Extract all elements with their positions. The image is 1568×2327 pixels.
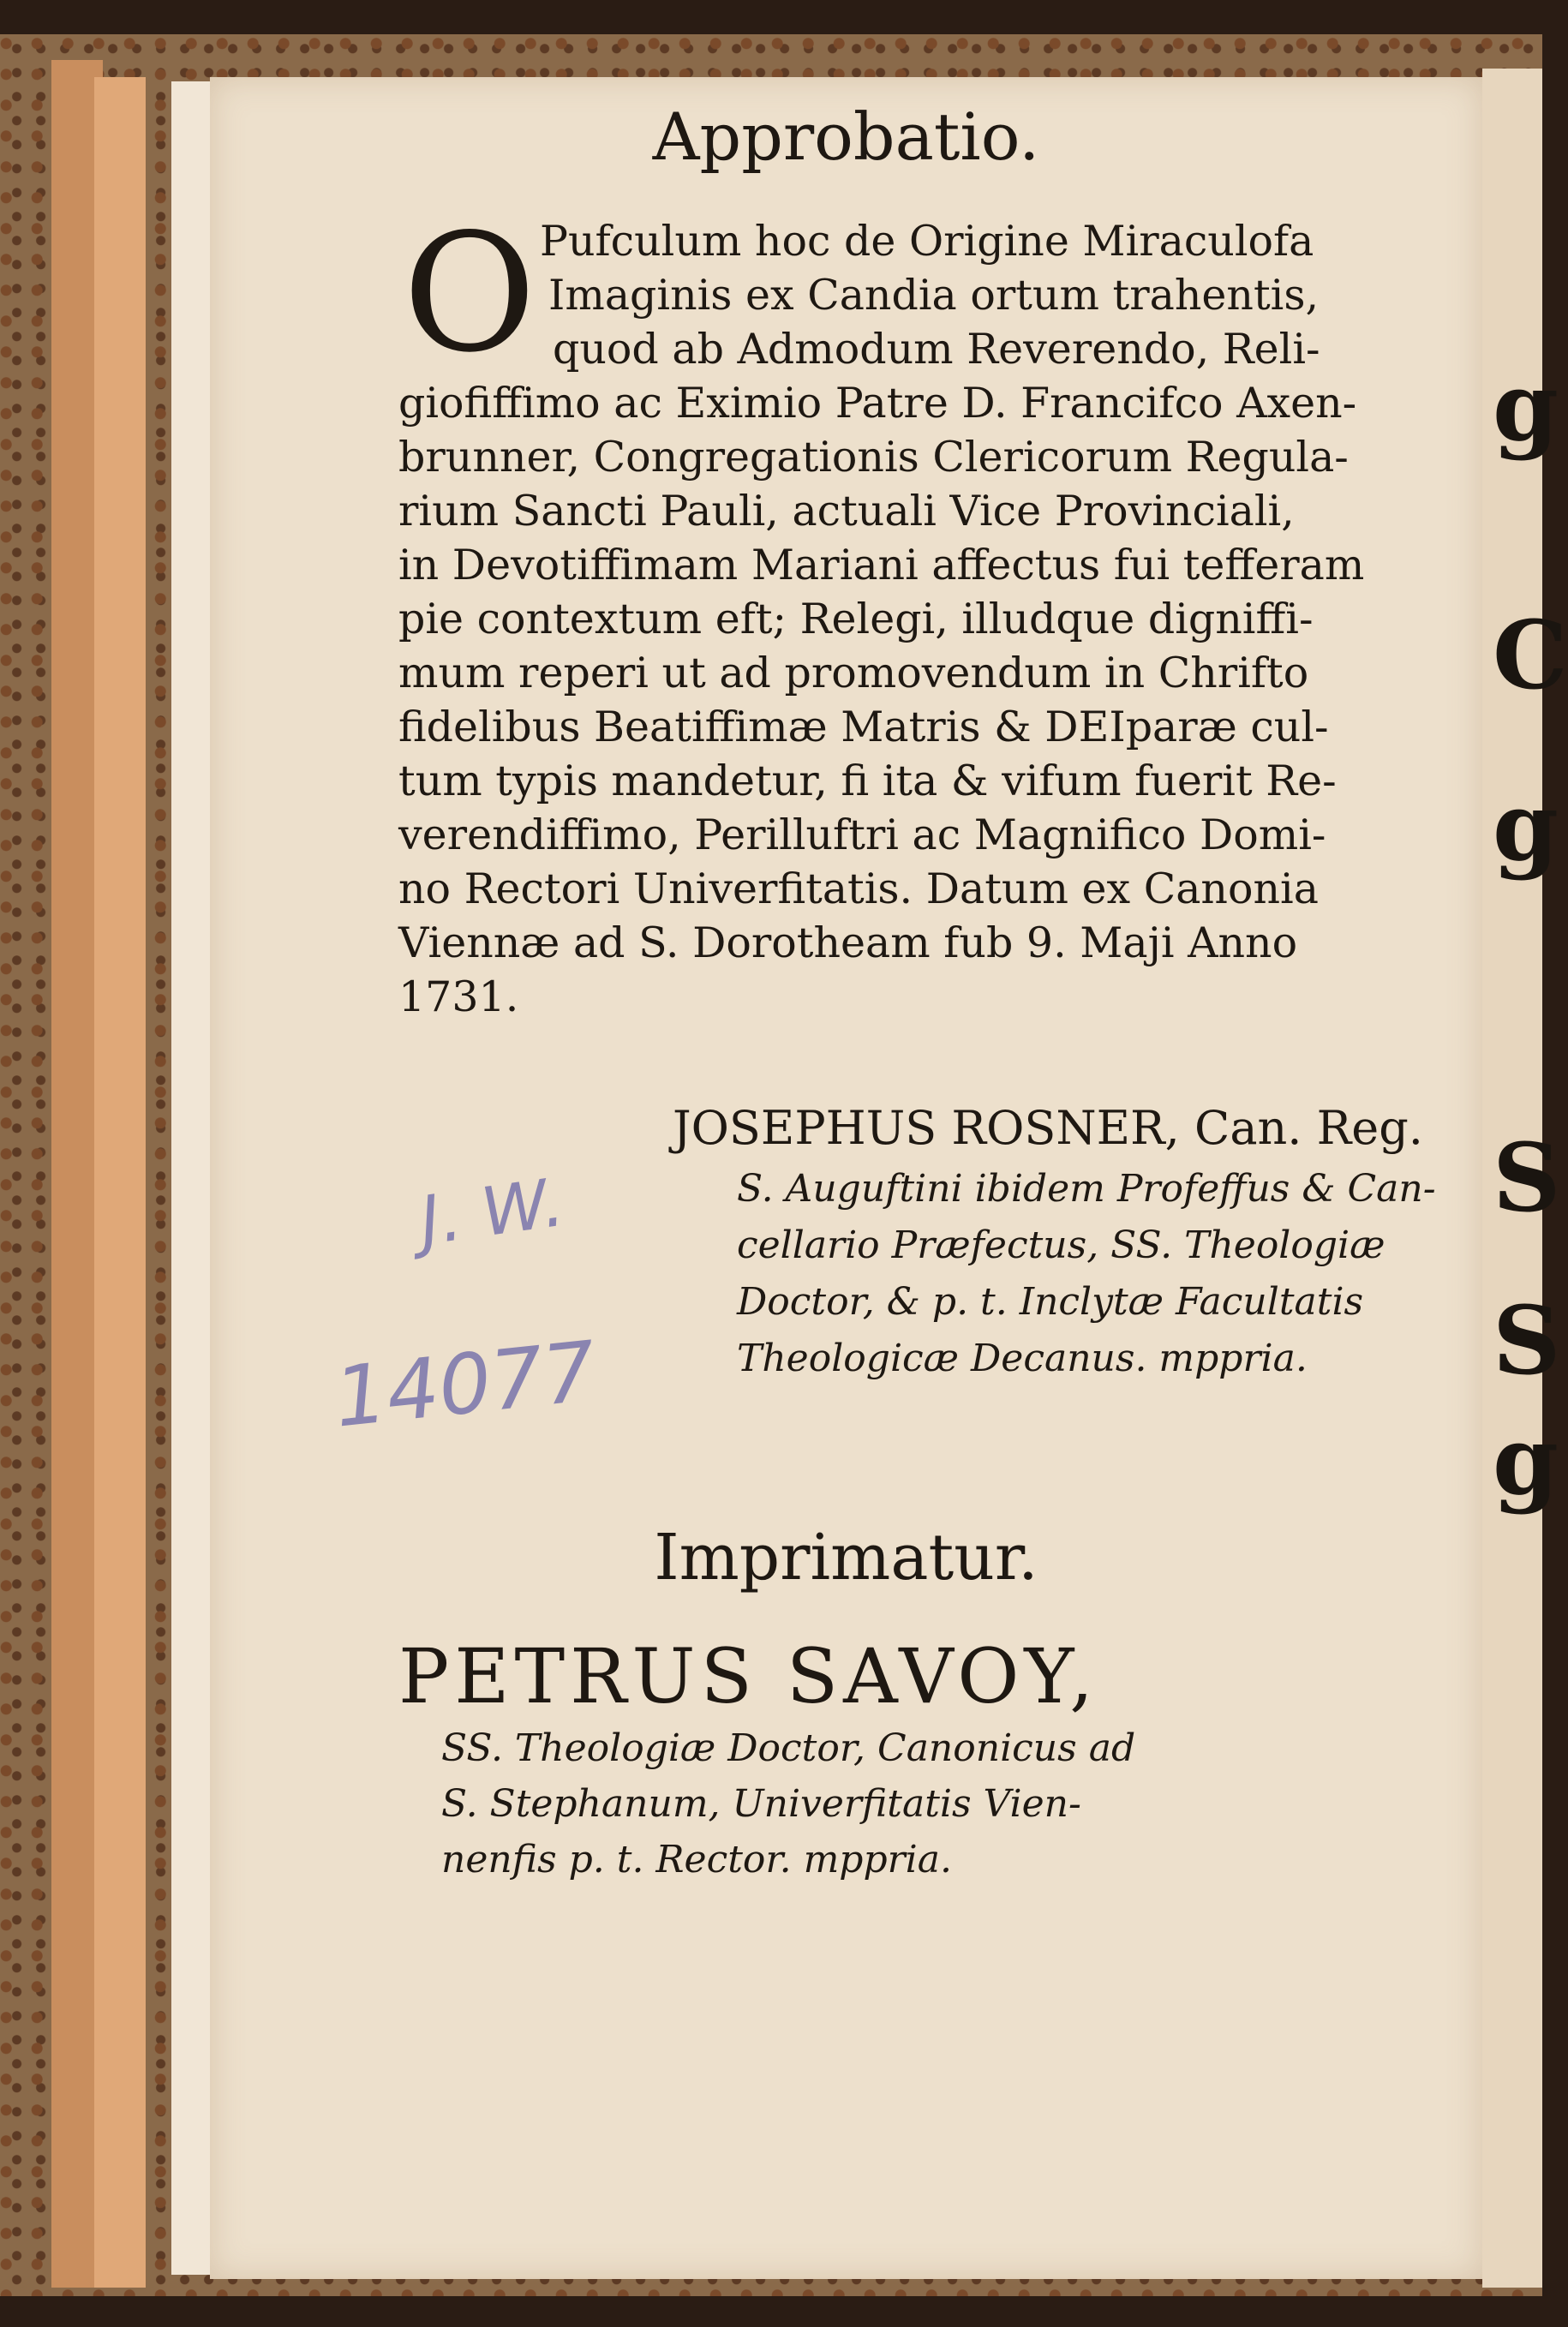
signature-line: cellario Præfectus, SS. Theologiæ bbox=[737, 1223, 1385, 1267]
text-line: mum reperi ut ad promovendum in Chrifto bbox=[398, 649, 1309, 697]
petrus-title-line: S. Stephanum, Univerfitatis Vien- bbox=[441, 1782, 1081, 1826]
signature-line: S. Auguftini ibidem Profeffus & Can- bbox=[737, 1167, 1436, 1211]
drop-cap: O bbox=[403, 199, 536, 388]
text-line: giofiffimo ac Eximio Patre D. Francifco Axen- bbox=[398, 379, 1357, 428]
text-line: verendiffimo, Perilluftri ac Magnifico Domi- bbox=[398, 811, 1326, 859]
text-line: tum typis mandetur, fi ita & vifum fuerit Re- bbox=[398, 757, 1337, 805]
cover-inner-edge bbox=[94, 77, 146, 2288]
text-line: Pufculum hoc de Origine Miraculofa bbox=[540, 217, 1314, 266]
text-line: no Rectori Univerfitatis. Datum ex Canonia bbox=[398, 864, 1319, 913]
next-page-glyph: C bbox=[1493, 600, 1568, 710]
text-line: in Devotiffimam Mariani affectus fui tefferam bbox=[398, 541, 1365, 589]
next-page-glyph: g bbox=[1493, 1405, 1559, 1516]
text-line: Viennæ ad S. Dorotheam fub 9. Maji Anno bbox=[398, 918, 1298, 967]
petrus-title-line: SS. Theologiæ Doctor, Canonicus ad bbox=[441, 1726, 1136, 1770]
text-line: 1731. bbox=[398, 972, 519, 1021]
next-page-glyph: g bbox=[1493, 771, 1559, 882]
text-line: Imaginis ex Candia ortum trahentis, bbox=[548, 271, 1320, 320]
signature-line: Doctor, & p. t. Inclytæ Facultatis bbox=[737, 1280, 1364, 1324]
text-line: rium Sancti Pauli, actuali Vice Provinciali, bbox=[398, 487, 1295, 535]
imprimatur-heading: Imprimatur. bbox=[654, 1521, 1038, 1594]
signatory-name: JOSEPHUS ROSNER, Can. Reg. bbox=[673, 1101, 1423, 1155]
pencil-initials: J. W. bbox=[415, 1164, 569, 1261]
text-line: pie contextum eft; Relegi, illudque digniffi- bbox=[398, 595, 1314, 643]
text-line: brunner, Congregationis Clericorum Regula- bbox=[398, 433, 1349, 482]
petrus-title-line: nenfis p. t. Rector. mppria. bbox=[441, 1838, 952, 1881]
petrus-name: PETRUS SAVOY, bbox=[398, 1632, 1099, 1720]
text-line: quod ab Admodum Reverendo, Reli- bbox=[553, 325, 1320, 374]
next-page-glyph: g bbox=[1493, 351, 1559, 462]
next-page-edge bbox=[1482, 69, 1568, 2288]
signature-line: Theologicæ Decanus. mppria. bbox=[737, 1337, 1308, 1380]
page-title: Approbatio. bbox=[652, 99, 1040, 175]
pencil-shelfmark: 14077 bbox=[329, 1323, 601, 1446]
next-page-glyph: S bbox=[1493, 1285, 1561, 1396]
text-line: fidelibus Beatiffimæ Matris & DEIparæ cul- bbox=[398, 703, 1329, 751]
next-page-glyph: S bbox=[1493, 1122, 1561, 1233]
